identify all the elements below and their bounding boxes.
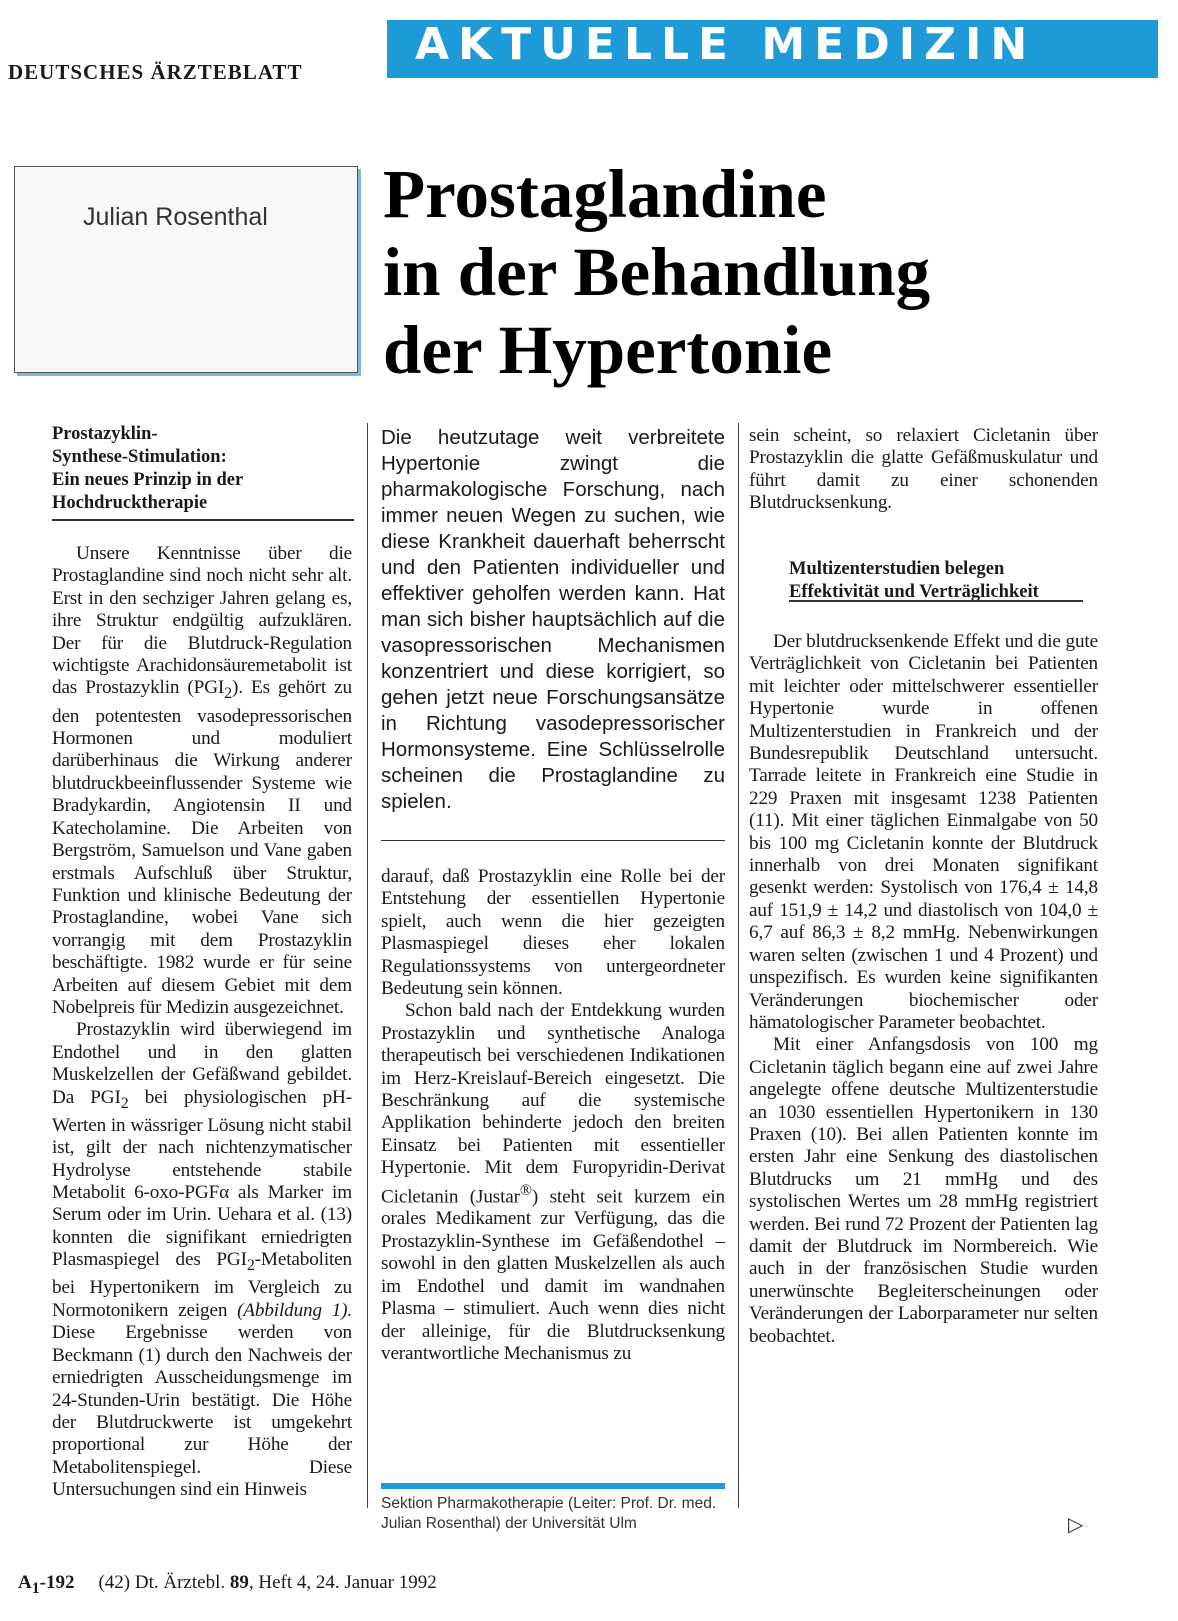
col1-paragraph-2: [52, 1019, 352, 1501]
author-name: Julian Rosenthal: [83, 203, 268, 231]
figure-reference: (Abbildung 1).: [237, 1299, 352, 1321]
col3-subhead-line: Multizenterstudien belegen: [789, 559, 1005, 579]
title-line-1: Prostaglandine: [383, 156, 827, 232]
col3-paragraph-3: Mit einer Anfangsdosis von 100 mg Cicletanin täglich begann eine auf zwei Jahre angelegte offene deutsche Multizenterstudie an 1030 essentiellen Hypertonikern in 130 Praxen (10). Bei allen Patienten konnte im ersten Jahr eine Senkung des diastolischen Blutdrucks um 21 mmHg und des systolischen Wertes um 28 mmHg registriert werden. Bei rund 72 Prozent der Patienten lag damit der Blutdruck im Normbereich. Wie auch in der französischen Studie wurden unerwünschte Begleiterscheinungen oder Veränderungen der Laborparameter nur selten beobachtet.: [749, 1034, 1098, 1347]
column-divider-2: [738, 423, 739, 1508]
text-run: -Metaboliten bei Hypertonikern im Vergleich zu Normotonikern zeigen: [52, 1249, 352, 1321]
page-footer: [18, 1572, 437, 1598]
author-affiliation: Sektion Pharmakotherapie (Leiter: Prof. Dr. med. Julian Rosenthal) der Universität Ulm: [381, 1495, 717, 1532]
col2-paragraph-2: [381, 1000, 725, 1365]
lead-paragraph: Die heutzutage weit verbreitete Hypertonie zwingt die pharmakologische Forschung, nach immer neuen Wegen zu suchen, wie diese Krankheit dauerhaft beherrscht und den Patienten individueller und effektiver geholfen werden kann. Hat man sich bisher hauptsächlich auf die vasopressorischen Mechanismen konzentriert und diese korrigiert, so gehen jetzt neue Forschungsansätze in Richtung vasodepressorischer Hormonsysteme. Eine Schlüsselrolle scheinen die Prostaglandine zu spielen.: [381, 426, 725, 813]
page-number: [18, 1572, 75, 1597]
col1-subheading: [52, 423, 352, 515]
affiliation-bar: [381, 1483, 725, 1489]
column-3-body: [749, 631, 1098, 1348]
lead-rule: [381, 840, 725, 841]
masthead: DEUTSCHES ÄRZTEBLATT: [8, 60, 303, 84]
text-run: Diese Ergebnisse werden von Beckmann (1) durch den Nachweis der erniedrigten Ausscheidungsmenge im 24-Stunden-Urin bestätigt. Die Höhe der Blutdruckwerte ist umgekehrt proportional zur Höhe der Metabolitenspiegel. Diese Untersuchungen sind ein Hinweis: [52, 1322, 352, 1501]
text-run: ) steht seit kurzem ein orales Medikament zur Verfügung, das die Prostazyklin-Synthese im Gefäßendothel – sowohl in den glatten Muskelzellen als auch im Endothel und damit im wandnahen Plasma – stimuliert. Auch wenn dies nicht der alleinige, für die Blutdrucksenkung verantwortliche Mechanismus zu: [381, 1186, 725, 1364]
col3-subheading: [789, 558, 1089, 604]
col3-paragraph-2: Der blutdrucksenkende Effekt und die gute Verträglichkeit von Cicletanin bei Patienten mit leichter oder mittelschwerer essentieller Hypertonie wurde in offenen Multizenterstudien in Frankreich und der Bundesrepublik Deutschland untersucht. Tarrade leitete in Frankreich eine Studie in 229 Praxen mit insgesamt 1238 Patienten (11). Mit einer täglichen Einmalgabe von 50 bis 100 mg Cicletanin konnte der Blutdruck innerhalb von drei Monaten signifikant gesenkt werden: Systolisch von 176,4 ± 14,8 auf 151,9 ± 14,2 und diastolisch von 104,0 ± 6,7 auf 86,3 ± 8,2 mmHg. Nebenwirkungen waren selten (zwischen 1 und 4 Prozent) und unspezifisch. Es wurden keine signifikanten Veränderungen biochemischer oder hämatologischer Parameter beobachtet.: [749, 631, 1098, 1033]
col1-subhead-line: Ein neues Prinzip in der: [52, 470, 244, 490]
article-title: [383, 155, 1163, 389]
col2-paragraph-1: darauf, daß Prostazyklin eine Rolle bei der Entstehung der essentiellen Hypertonie spielt, auch wenn die hier gezeigten Plasmaspiegel dieses eher lokalen Regulationssystems von untergeordneter Bedeutung sein können.: [381, 866, 725, 1000]
title-line-2: in der Behandlung: [383, 234, 931, 310]
column-3-top: [749, 425, 1098, 515]
author-box: [14, 166, 358, 373]
citation-prefix: (42) Dt. Ärztebl.: [98, 1572, 230, 1593]
col3-subhead-rule: [789, 600, 1083, 602]
section-banner: AKTUELLE MEDIZIN: [387, 20, 1158, 78]
column-1-body: [52, 543, 352, 1502]
col3-subhead-line: Effektivität und Verträglichkeit: [789, 582, 1039, 602]
page-subscript: 1: [31, 1579, 40, 1597]
page-letter: A: [18, 1572, 32, 1593]
col1-subhead-line: Synthese-Stimulation:: [52, 447, 227, 467]
subscript: 2: [246, 1257, 255, 1275]
registered-mark: ®: [519, 1181, 532, 1199]
text-run: Unsere Kenntnisse über die Prostaglandine sind noch nicht sehr alt. Erst in den sechziger Jahren gelang es, ihre Struktur endgültig aufzuklären. Der für die Blutdruck-Regulation wichtigste Arachidonsäuremetabolit ist das Prostazyklin (PGI: [52, 543, 352, 699]
page-digits: -192: [39, 1572, 75, 1593]
continue-arrow-icon: ▷: [1068, 1514, 1084, 1536]
column-2-body: [381, 866, 725, 1365]
col3-paragraph-1: sein scheint, so relaxiert Cicletanin über Prostazyklin die glatte Gefäßmuskulatur und führt damit zu einer schonenden Blutdrucksenkung.: [749, 425, 1098, 514]
text-run: bei physiologischen pH-Werten in wässriger Lösung nicht stabil ist, gilt der nach nichtenzymatischer Hydrolyse entstehende stabile Metabolit 6-oxo-PGFα als Marker im Serum oder im Urin. Uehara et al. (13) konnten die signifikant erniedrigten Plasmaspiegel des PGI: [52, 1086, 353, 1271]
volume-number: 89: [229, 1572, 249, 1593]
text-run: Prostazyklin wird überwiegend im Endothel und in den glatten Muskelzellen der Gefäßwand gebildet. Da PGI: [52, 1019, 352, 1108]
col1-paragraph-1: [52, 543, 352, 1019]
col1-subhead-line: Hochdrucktherapie: [52, 493, 208, 513]
text-run: ). Es gehört zu den potentesten vasodepressorischen Hormonen und moduliert darüberhinaus die Wirkung anderer blutdruckbeeinflussender Systeme wie Bradykardin, Angiotensin II und Katecholamine. Die Arbeiten von Bergström, Samuelson und Vane gaben erstmals Aufschluß über Struktur, Funktion und klinische Bedeutung der Prostaglandine, wobei Vane sich vorrangig mit dem Prostazyklin beschäftigte. 1982 wurde er für seine Arbeiten auf diesem Gebiet mit dem Nobelpreis für Medizin ausgezeichnet.: [52, 677, 352, 1018]
col1-subhead-rule: [52, 519, 354, 521]
text-run: Schon bald nach der Entdekkung wurden Prostazyklin und synthetische Analoga therapeutisch bei verschiedenen Indikationen im Herz-Kreislauf-Bereich eingesetzt. Die Beschränkung auf die systemische Applikation behinderte jedoch den breiten Einsatz bei Patienten mit essentieller Hypertonie. Mit dem Furopyridin-Derivat Cicletanin (Justar: [381, 1000, 725, 1208]
title-line-3: der Hypertonie: [383, 312, 833, 388]
column-divider-1: [367, 423, 368, 1508]
subscript: 2: [224, 685, 233, 703]
col1-subhead-line: Prostazyklin-: [52, 424, 158, 444]
subscript: 2: [120, 1094, 129, 1112]
citation-issue: , Heft 4, 24. Januar 1992: [248, 1572, 437, 1593]
